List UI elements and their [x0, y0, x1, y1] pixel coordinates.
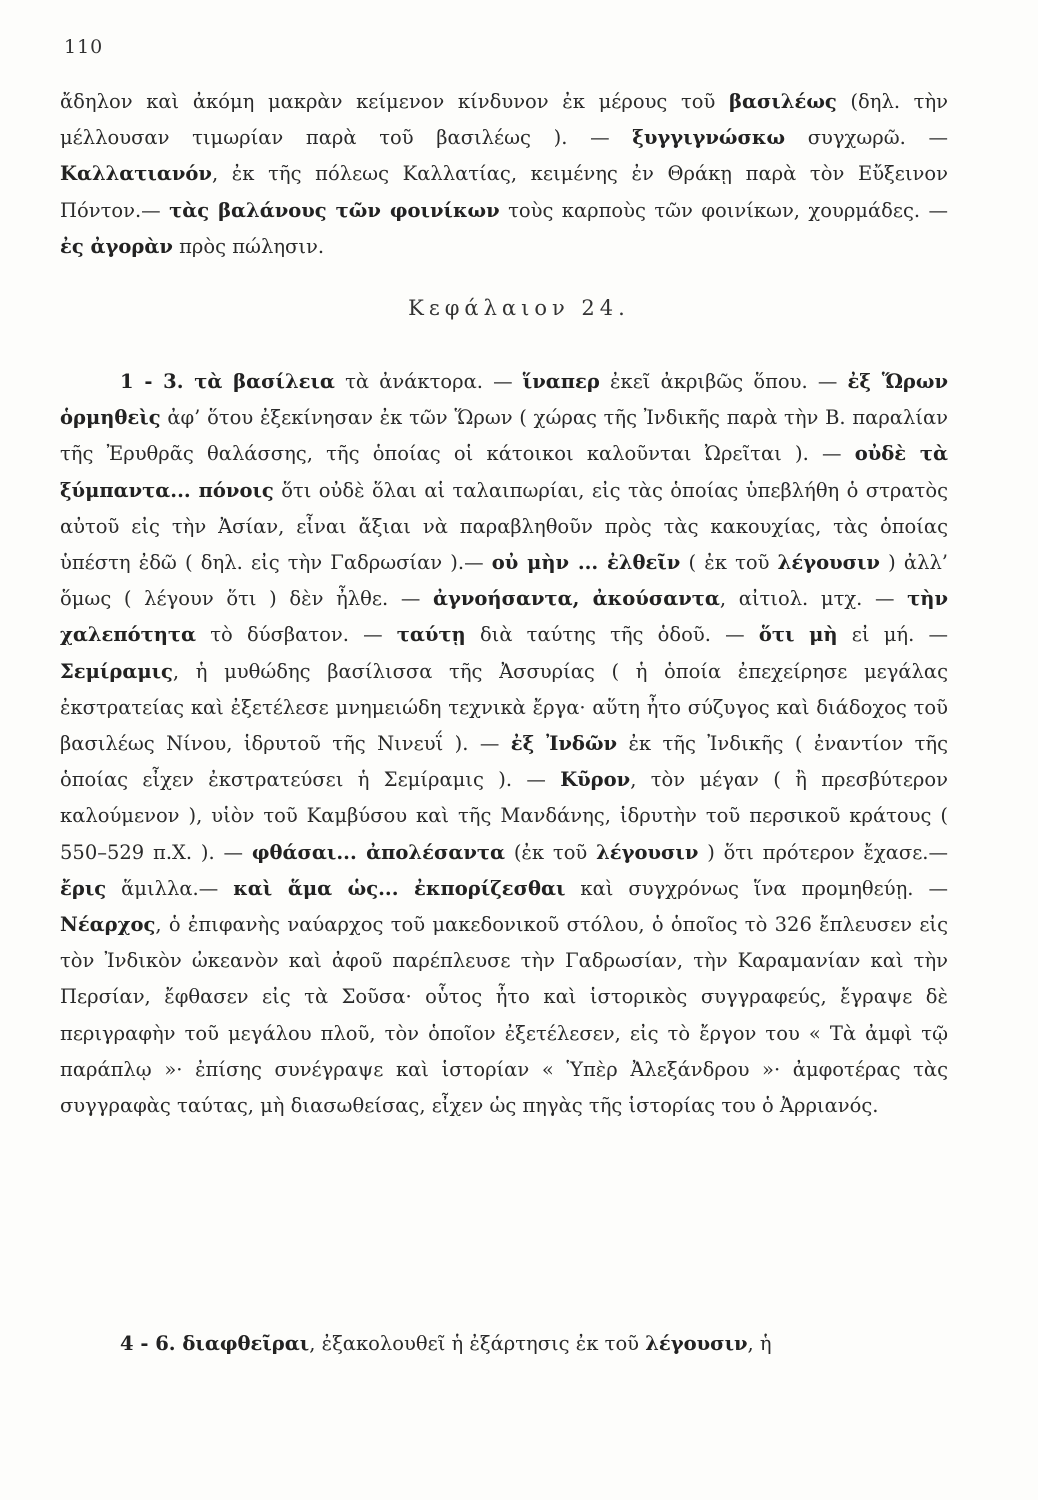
bold-term: ὅτι μὴ: [758, 623, 838, 647]
chapter-title: Κεφάλαιον 24.: [408, 296, 630, 320]
text-run: ἅμιλλα.—: [106, 876, 234, 900]
bold-term: ἐς ἀγορὰν: [60, 234, 173, 258]
bold-term: 4 - 6.: [120, 1332, 183, 1355]
text-run: , ἐκ τῆς πόλεως Καλλατίας, κειμένης ἐν Θράκῃ παρὰ τὸν Εὔξεινον Πόντον.—: [60, 162, 948, 222]
bold-term: οὐδὲ τὰ ξύμπαντα... πόνοις: [60, 442, 949, 502]
bold-term: ἀγνοήσαντα, ἀκούσαντα: [433, 587, 720, 611]
bold-term: τὰ βασίλεια: [194, 370, 335, 393]
bold-term: λέγουσιν: [777, 551, 880, 575]
text-run: , ἡ μυθώδης βασίλισσα τῆς Ἀσσυρίας ( ἡ ὁποία ἐπεχείρησε μεγάλας ἐκστρατείας καὶ ἐξετέλεσε μνημειώδη τεχνικὰ ἔργα· αὕτη ἦτο σύζυγος καὶ διάδοχος τοῦ βασιλέως Νίνου, ἱδρυτοῦ τῆς Νινευΐ ). —: [60, 659, 948, 756]
text-run: καὶ συγχρόνως ἵνα προμηθεύῃ. —: [565, 876, 948, 900]
bold-term: Σεμίραμις: [60, 659, 173, 683]
bold-term: ξυγγιγνώσκω: [632, 126, 786, 150]
text-run: , ἐξακολουθεῖ ἡ ἐξάρτησις ἐκ τοῦ: [309, 1332, 646, 1355]
bold-term: ἔρις: [60, 876, 107, 900]
text-run: ἀφ’ ὅτου ἐξεκίνησαν ἐκ τῶν Ὥρων ( χώρας τῆς Ἰνδικῆς παρὰ τὴν Β. παραλίαν τῆς Ἐρυθρᾶς θαλάσσης, τῆς ὁποίας οἱ κάτοικοι καλοῦνται Ὠρεῖται ). —: [60, 406, 948, 466]
bold-term: φθάσαι... ἀπολέσαντα: [251, 840, 505, 864]
text-run: τὰ ἀνάκτορα. —: [334, 370, 523, 393]
bold-term: τὰς βαλάνους τῶν φοινίκων: [169, 198, 500, 222]
text-run: ἐκ τῆς Ἰνδικῆς ( ἐναντίον τῆς ὁποίας εἶχεν ἐκστρατεύσει ἡ Σεμίραμις ). —: [60, 732, 949, 792]
bold-term: 1 - 3.: [120, 370, 195, 393]
bold-term: βασιλέως: [729, 90, 837, 113]
paragraph-intro: [60, 84, 948, 265]
bold-term: ἐξ Ἰνδῶν: [510, 732, 618, 756]
bold-term: οὐ μὴν ... ἐλθεῖν: [491, 551, 681, 575]
bold-term: Καλλατιανόν: [60, 162, 212, 186]
bold-term: καὶ ἅμα ὡς... ἐκπορίζεσθαι: [233, 876, 566, 900]
bold-term: Κῦρον: [560, 768, 631, 792]
bold-term: ἐξ Ὥρων ὁρμηθεὶς: [60, 370, 948, 430]
text-run: ) ὅτι πρότερον ἔχασε.—: [698, 840, 948, 864]
text-run: ) ἀλλ’ ὅμως ( λέγουν ὅτι ) δὲν ἦλθε. —: [60, 551, 949, 611]
bold-term: ἵναπερ: [522, 370, 600, 393]
bold-term: λέγουσιν: [645, 1332, 748, 1355]
bold-term: τὴν χαλεπότητα: [60, 587, 948, 647]
paragraph-continuation: [60, 1326, 948, 1362]
bold-term: ταύτῃ: [396, 623, 466, 647]
text-run: , ὁ ἐπιφανὴς ναύαρχος τοῦ μακεδονικοῦ στόλου, ὁ ὁποῖος τὸ 326 ἔπλευσεν εἰς τὸν Ἰνδικὸν ὠκεανὸν καὶ ἀφοῦ παρέπλευσε τὴν Γαδρωσίαν, τὴν Καραμανίαν καὶ τὴν Περσίαν, ἔφθασεν εἰς τὰ Σοῦσα· οὗτος ἦτο καὶ ἱστορικὸς συγγραφεύς, ἔγραψε δὲ περιγραφὴν τοῦ μεγάλου πλοῦ, τὸν ὁποῖον ἐξετέλεσεν, εἰς τὸ ἔργον του « Τὰ ἀμφὶ τῷ παράπλῳ »· ἐπίσης συνέγραψε καὶ ἱστορίαν « Ὑπὲρ Ἀλεξάνδρου »· ἀμφοτέρας τὰς συγγραφὰς ταύτας, μὴ διασωθείσας, εἶχεν ὡς πηγὰς τῆς ἱστορίας του ὁ Ἀρριανός.: [60, 913, 948, 1118]
text-run: (ἐκ τοῦ: [505, 840, 597, 864]
text-run: , αἰτιολ. μτχ. —: [719, 587, 908, 611]
text-run: , τὸν μέγαν ( ἢ πρεσβύτερον καλούμενον ), υἱὸν τοῦ Καμβύσου καὶ τῆς Μανδάνης, ἱδρυτὴν τοῦ περσικοῦ κράτους ( 550–529 π.Χ. ). —: [60, 768, 948, 864]
text-run: εἰ μή. —: [837, 623, 948, 647]
bold-term: λέγουσιν: [596, 840, 699, 864]
bold-term: διαφθεῖραι: [182, 1332, 310, 1355]
page-number: 110: [64, 36, 104, 58]
text-run: ἄδηλον καὶ ἀκόμη μακρὰν κείμενον κίνδυνον ἐκ μέρους τοῦ: [60, 90, 730, 113]
bold-term: Νέαρχος: [60, 913, 156, 937]
text-run: πρὸς πώλησιν.: [172, 234, 325, 258]
paragraph-commentary: [60, 364, 948, 1124]
text-run: ( ἐκ τοῦ: [680, 551, 778, 575]
text-run: , ἡ: [747, 1332, 772, 1355]
text-run: τοὺς καρποὺς τῶν φοινίκων, χουρμάδες. —: [499, 198, 949, 222]
text-run: συγχωρῶ. —: [785, 126, 949, 150]
text-run: (δηλ. τὴν μέλλουσαν τιμωρίαν παρὰ τοῦ βασιλέως ). —: [60, 90, 948, 150]
text-run: ὅτι οὐδὲ ὅλαι αἱ ταλαιπωρίαι, εἰς τὰς ὁποίας ὑπεβλήθη ὁ στρατὸς αὐτοῦ εἰς τὴν Ἀσίαν, εἶναι ἄξιαι νὰ παραβληθοῦν πρὸς τὰς κακουχίας, τὰς ὁποίας ὑπέστη ἐδῶ ( δηλ. εἰς τὴν Γαδρωσίαν ).—: [60, 478, 948, 575]
text-run: διὰ ταύτης τῆς ὁδοῦ. —: [465, 623, 759, 647]
text-run: τὸ δύσβατον. —: [196, 623, 397, 647]
text-run: ἐκεῖ ἀκριβῶς ὅπου. —: [599, 370, 848, 393]
